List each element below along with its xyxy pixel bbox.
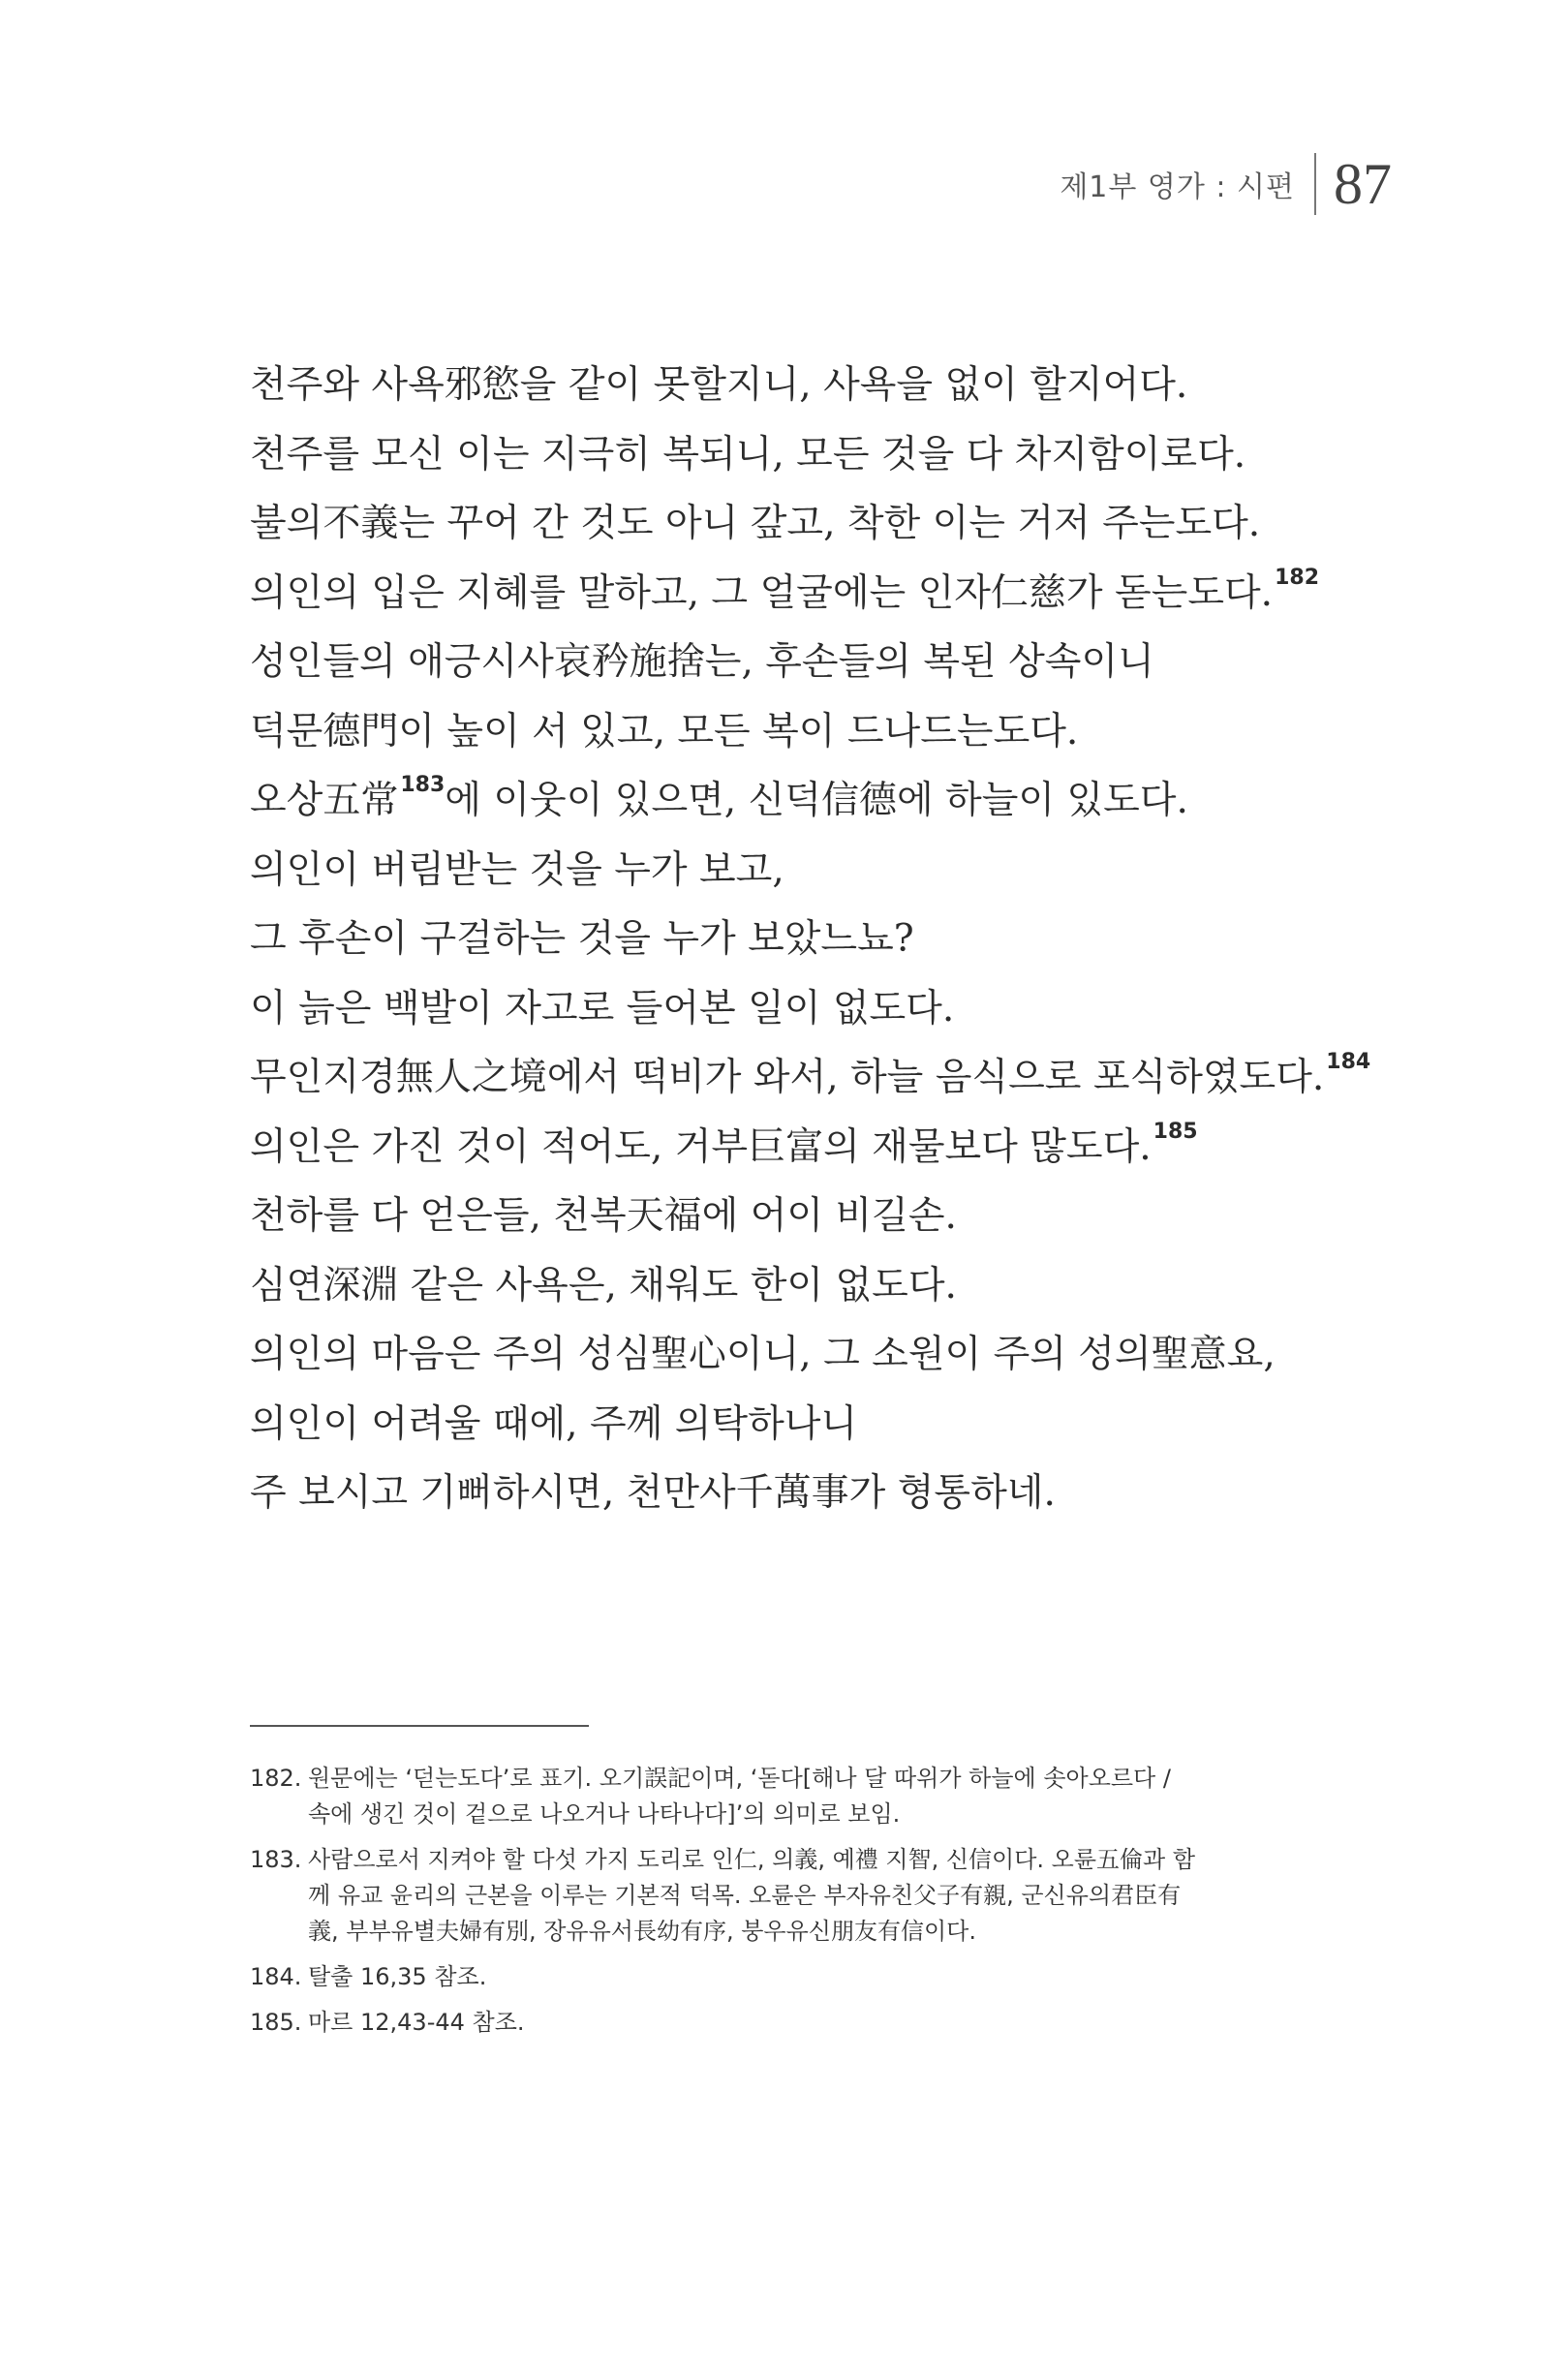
poem-line-text: 무인지경無人之境에서 떡비가 와서, 하늘 음식으로 포식하였도다.	[250, 1056, 1325, 1099]
footnote-ref[interactable]: 185	[1153, 1119, 1198, 1144]
poem-line	[250, 1043, 1393, 1113]
poem-line	[250, 1320, 1393, 1390]
poem-line-text: 주 보시고 기뻐하시면, 천만사千萬事가 형통하네.	[250, 1471, 1056, 1515]
poem-line-text: 그 후손이 구걸하는 것을 누가 보았느뇨?	[250, 917, 914, 961]
poem-line	[250, 351, 1393, 420]
footnote-184	[250, 1959, 1335, 1995]
footnote-line: 사람으로서 지켜야 할 다섯 가지 도리로 인仁, 의義, 예禮 지智, 신信이다. 오륜五倫과 함	[308, 1846, 1196, 1873]
poem-line	[250, 1459, 1393, 1528]
footnote-ref[interactable]: 184	[1326, 1050, 1371, 1074]
running-title: 제1부 영가 : 시편	[1060, 170, 1295, 204]
poem-line-text: 의인이 버림받는 것을 누가 보고,	[250, 847, 784, 892]
poem-line	[250, 697, 1393, 767]
footnotes	[250, 1761, 1335, 2050]
footnote-line: 탈출 16,35 참조.	[308, 1963, 487, 1990]
poem-line	[250, 420, 1393, 490]
poem-line-text: 의인의 마음은 주의 성심聖心이니, 그 소원이 주의 성의聖意요,	[250, 1333, 1276, 1376]
poem-line-text: 천주와 사욕邪慾을 같이 못할지니, 사욕을 없이 할지어다.	[250, 363, 1188, 407]
header-divider	[1314, 153, 1316, 215]
poem-body	[250, 351, 1393, 1528]
poem-line-text: 성인들의 애긍시사哀矜施捨는, 후손들의 복된 상속이니	[250, 640, 1154, 684]
poem-line-text: 천주를 모신 이는 지극히 복되니, 모든 것을 다 차지함이로다.	[250, 432, 1246, 477]
poem-line	[250, 489, 1393, 559]
footnote-number: 184.	[250, 1963, 302, 1990]
poem-line	[250, 1113, 1393, 1183]
poem-line-text: 불의不義는 꾸어 간 것도 아니 갚고, 착한 이는 거저 주는도다.	[250, 502, 1261, 545]
poem-line-text: 의인의 입은 지혜를 말하고, 그 얼굴에는 인자仁慈가 돋는도다.	[250, 570, 1274, 615]
page-number: 87	[1334, 152, 1392, 216]
poem-line-text: 에 이웃이 있으면, 신덕信德에 하늘이 있도다.	[445, 779, 1188, 822]
poem-line-text: 덕문德門이 높이 서 있고, 모든 복이 드나드는도다.	[250, 709, 1079, 753]
footnote-line: 원문에는 ‘덛는도다’로 표기. 오기誤記이며, ‘돋다[해나 달 따위가 하늘에 솟아오르다 /	[308, 1765, 1171, 1792]
poem-line	[250, 836, 1393, 906]
footnote-182	[250, 1761, 1335, 1832]
footnote-number: 182.	[250, 1765, 302, 1792]
poem-line	[250, 905, 1393, 974]
footnote-ref[interactable]: 183	[400, 773, 446, 797]
footnote-text	[308, 1761, 1335, 1832]
footnote-ref[interactable]: 182	[1275, 565, 1320, 590]
footnote-line: 께 유교 윤리의 근본을 이루는 기본적 덕목. 오륜은 부자유친父子有親, 군신유의君臣有	[308, 1882, 1182, 1909]
poem-line	[250, 559, 1393, 629]
footnote-text	[308, 1842, 1335, 1950]
running-header	[1060, 145, 1392, 223]
poem-line	[250, 974, 1393, 1044]
poem-line	[250, 1390, 1393, 1460]
poem-line	[250, 1251, 1393, 1321]
footnote-185	[250, 2005, 1335, 2041]
footnote-183	[250, 1842, 1335, 1950]
footnote-line: 마르 12,43-44 참조.	[308, 2009, 525, 2036]
poem-line-text: 오상五常	[250, 779, 399, 822]
poem-line-text: 천하를 다 얻은들, 천복天福에 어이 비길손.	[250, 1194, 957, 1238]
poem-line	[250, 766, 1393, 836]
footnote-number: 183.	[250, 1846, 302, 1873]
poem-line-text: 의인은 가진 것이 적어도, 거부巨富의 재물보다 많도다.	[250, 1124, 1152, 1169]
footnote-separator	[250, 1725, 589, 1727]
footnote-text	[308, 2005, 1335, 2041]
poem-line-text: 의인이 어려울 때에, 주께 의탁하나니	[250, 1401, 858, 1446]
poem-line-text: 심연深淵 같은 사욕은, 채워도 한이 없도다.	[250, 1263, 957, 1307]
footnote-line: 義, 부부유별夫婦有別, 장유유서長幼有序, 붕우유신朋友有信이다.	[308, 1918, 976, 1945]
poem-line-text: 이 늙은 백발이 자고로 들어본 일이 없도다.	[250, 986, 955, 1030]
footnote-line: 속에 생긴 것이 겉으로 나오거나 나타나다]’의 의미로 보임.	[308, 1800, 901, 1828]
footnote-number: 185.	[250, 2009, 302, 2036]
poem-line	[250, 628, 1393, 697]
footnote-text	[308, 1959, 1335, 1995]
poem-line	[250, 1182, 1393, 1251]
